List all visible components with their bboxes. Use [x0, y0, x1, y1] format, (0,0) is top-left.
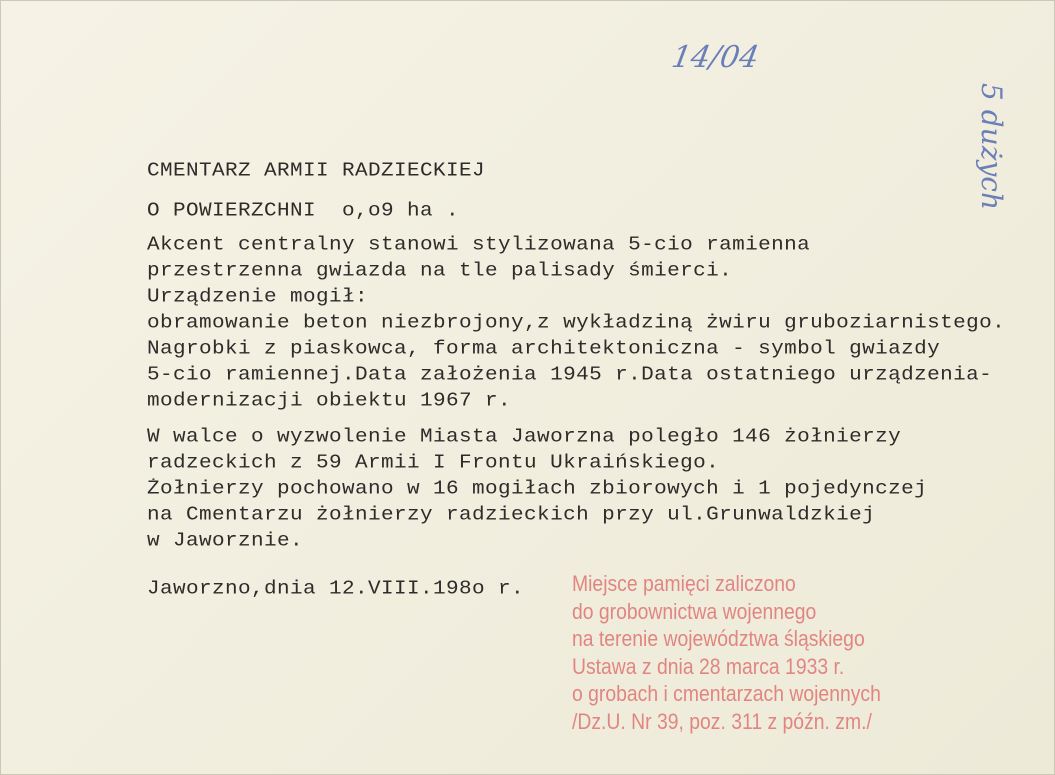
paragraph-line: w Jaworznie. — [147, 530, 304, 553]
paragraph-line: W walce o wyzwolenie Miasta Jaworzna poległo 146 żołnierzy — [147, 426, 902, 449]
stamp-line: Ustawa z dnia 28 marca 1933 r. — [572, 653, 845, 679]
paragraph-line: radzeckich z 59 Armii I Frontu Ukraińskiego. — [147, 452, 720, 475]
stamp-line: na terenie województwa śląskiego — [572, 626, 865, 651]
paragraph-line: 5-cio ramiennej.Data założenia 1945 r.Data ostatniego urządzenia- — [147, 364, 993, 387]
area-line: O POWIERZCHNI o,o9 ha . — [147, 200, 460, 223]
paragraph-line: Akcent centralny stanowi stylizowana 5-cio ramienna — [147, 234, 811, 257]
handwritten-margin-note: 5 dużych — [974, 83, 1008, 210]
paragraph-line: Żołnierzy pochowano w 16 mogiłach zbiorowych i 1 pojedynczej — [147, 478, 928, 501]
stamp-line: Miejsce pamięci zaliczono — [572, 571, 796, 596]
paragraph-line: przestrzenna gwiazda na tle palisady śmierci. — [147, 260, 733, 283]
date-line: Jaworzno,dnia 12.VIII.198o r. — [147, 578, 525, 601]
paragraph-line: na Cmentarzu żołnierzy radzieckich przy ul.Grunwaldzkiej — [147, 504, 876, 527]
stamp-line: do grobownictwa wojennego — [572, 598, 817, 624]
paragraph-line: Nagrobki z piaskowca, forma architektoniczna - symbol gwiazdy — [147, 338, 941, 361]
paragraph-line: Urządzenie mogił: — [147, 286, 369, 309]
document-title: CMENTARZ ARMII RADZIECKIEJ — [147, 160, 486, 183]
paragraph-line: obramowanie beton niezbrojony,z wykładziną żwiru gruboziarnistego. — [147, 312, 1006, 335]
stamp-line: /Dz.U. Nr 39, poz. 311 z późn. zm./ — [572, 708, 872, 734]
stamp-line: o grobach i cmentarzach wojennych — [572, 681, 881, 706]
handwritten-number: 14/04 — [668, 40, 762, 75]
paragraph-line: modernizacji obiektu 1967 r. — [147, 390, 512, 413]
memorial-stamp — [572, 570, 912, 735]
